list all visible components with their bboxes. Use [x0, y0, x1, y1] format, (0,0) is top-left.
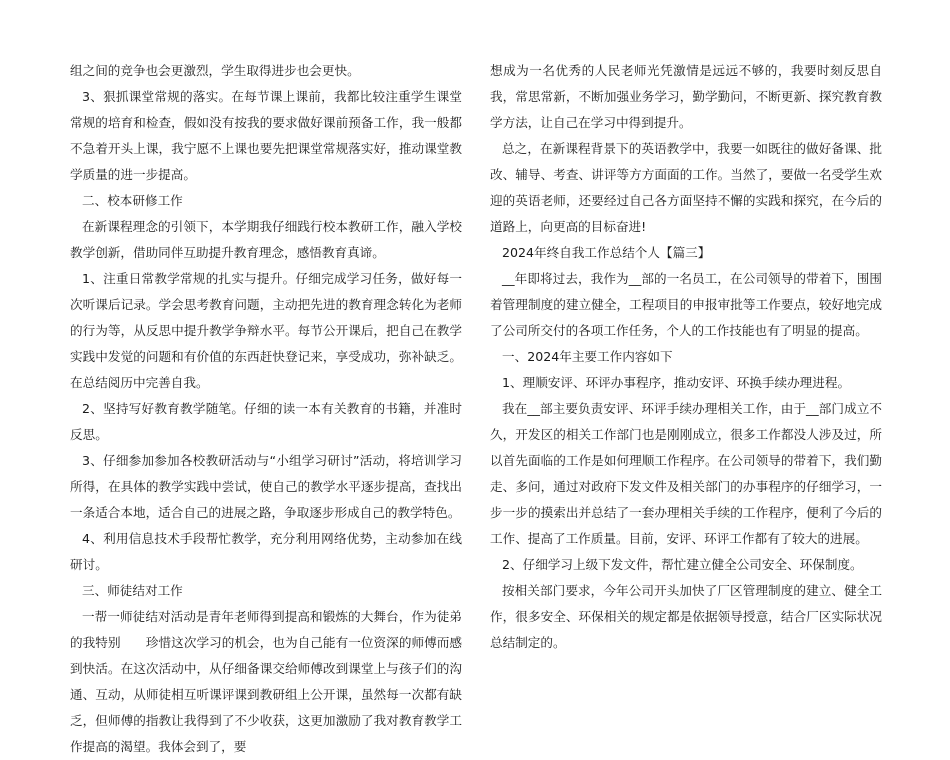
paragraph: 2、坚持写好教育教学随笔。仔细的读一本有关教育的书籍，并准时反思。	[70, 401, 462, 442]
paragraph: 1、理顺安评、环评办事程序，推动安评、环换手续办理进程。	[502, 375, 851, 390]
paragraph: 一帮一师徒结对活动是青年老师得到提高和锻炼的大舞台，作为徒弟的我特别 珍惜这次学习的机会，也为自己能有一位资深的师傅而感到快活。在这次活动中，从仔细备课交给师傅改到课堂上与孩子们的沟通、互动，从师徒相互听课评课到教研组上公开课，虽然每一次都有缺乏，但师傅的指教让我得到了不少收获，这更加激励了我对教育教学工作提高的渴望。我体会到了，要	[70, 609, 462, 754]
right-text-column	[490, 58, 882, 656]
paragraph: 3、狠抓课堂常规的落实。在每节课上课前，我都比较注重学生课堂常规的培育和检查，假如没有按我的要求做好课前预备工作，我一般都不急着开头上课，我宁愿不上课也要先把课堂常规落实好，推动课堂教学质量的进一步提高。	[70, 89, 462, 182]
paragraph: 1、注重日常教学常规的扎实与提升。仔细完成学习任务，做好每一次听课后记录。学会思考教育问题，主动把先进的教育理念转化为老师的行为等，从反思中提升教学争辩水平。每节公开课后，把自己在教学实践中发觉的问题和有价值的东西赶快登记来，享受成功，弥补缺乏。在总结阅历中完善自我。	[70, 271, 462, 390]
paragraph: 3、仔细参加参加各校教研活动与“小组学习研讨”活动，将培训学习所得，在具体的教学实践中尝试，使自己的教学水平逐步提高，查找出一条适合本地，适合自己的进展之路，争取逐步形成自己的教学特色。	[70, 453, 462, 520]
section-heading: 二、校本研修工作	[82, 193, 183, 208]
paragraph: 按相关部门要求，今年公司开头加快了厂区管理制度的建立、健全工作，很多安全、环保相关的规定都是依据领导授意，结合厂区实际状况总结制定的。	[490, 583, 882, 650]
paragraph: 组之间的竞争也会更激烈，学生取得进步也会更快。	[70, 63, 360, 78]
paragraph: 想成为一名优秀的人民老师光凭激情是远远不够的，我要时刻反思自我，常思常新，不断加强业务学习，勤学勤问，不断更新、探究教育教学方法，让自己在学习中得到提升。	[490, 63, 882, 130]
paragraph: 4、利用信息技术手段帮忙教学，充分利用网络优势，主动参加在线研讨。	[70, 531, 462, 572]
article-title: 2024年终自我工作总结个人【篇三】	[502, 245, 711, 260]
section-heading: 一、2024年主要工作内容如下	[502, 349, 673, 364]
section-heading: 三、师徒结对工作	[82, 583, 183, 598]
paragraph: 我在__部主要负责安评、环评手续办理相关工作，由于__部门成立不久，开发区的相关工作部门也是刚刚成立，很多工作都没人涉及过，所以首先面临的工作是如何理顺工作程序。在公司领导的带着下，我们勤走、多问，通过对政府下发文件及相关部门的办事程序的仔细学习，一步一步的摸索出并总结了一套办理相关手续的工作程序，便利了今后的工作、提高了工作质量。目前，安评、环评工作都有了较大的进展。	[490, 401, 882, 546]
paragraph: 2、仔细学习上级下发文件，帮忙建立健全公司安全、环保制度。	[502, 557, 863, 572]
left-text-column	[70, 58, 462, 760]
paragraph: __年即将过去，我作为__部的一名员工，在公司领导的带着下，围围着管理制度的建立健全，工程项目的申报审批等工作要点，较好地完成了公司所交付的各项工作任务，个人的工作技能也有了明显的提高。	[490, 271, 882, 338]
paragraph: 总之，在新课程背景下的英语教学中，我要一如既往的做好备课、批改、辅导、考查、讲评等方方面面的工作。当然了，要做一名受学生欢迎的英语老师，还要经过自己各方面坚持不懈的实践和探究，在今后的道路上，向更高的目标奋进!	[490, 141, 882, 234]
paragraph: 在新课程理念的引领下，本学期我仔细践行校本教研工作，融入学校教学创新，借助同伴互助提升教育理念，感悟教育真谛。	[70, 219, 462, 260]
